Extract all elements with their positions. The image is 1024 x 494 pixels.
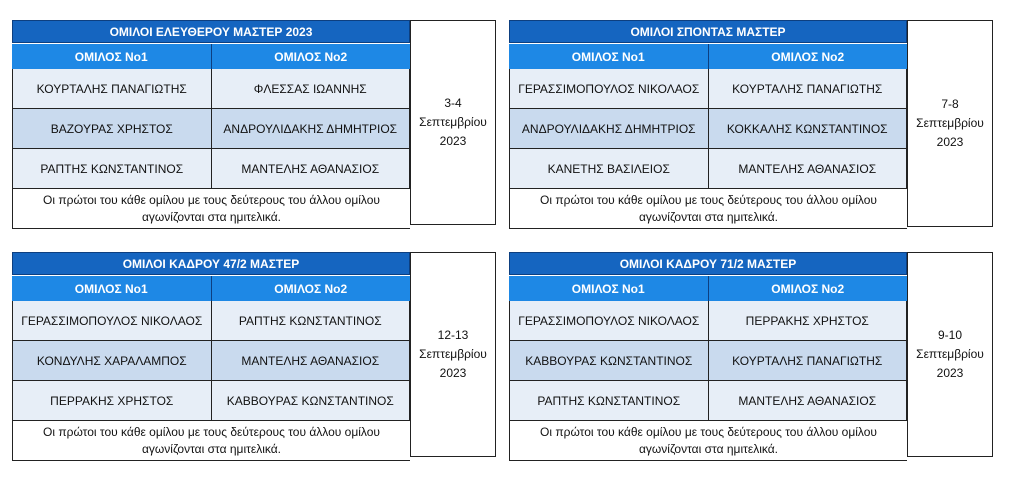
date-days: 3-4 <box>444 96 462 110</box>
col-header-group2: ΟΜΙΛΟΣ Νο2 <box>771 281 845 296</box>
table-row <box>510 109 906 149</box>
player-cell: ΒΑΖΟΥΡΑΣ ΧΡΗΣΤΟΣ <box>13 109 212 148</box>
date-month: Σεπτεμβρίου <box>419 347 487 361</box>
table-row <box>13 381 409 421</box>
player-cell: ΚΑΒΒΟΥΡΑΣ ΚΩΝΣΤΑΝΤΙΝΟΣ <box>226 393 394 408</box>
group-title: ΟΜΙΛΟΙ ΣΠΟΝΤΑΣ ΜΑΣΤΕΡ <box>509 20 907 43</box>
column-headers <box>509 43 907 69</box>
player-cell: ΑΝΔΡΟΥΛΙΔΑΚΗΣ ΔΗΜΗΤΡΙΟΣ <box>223 121 398 136</box>
note-line-2: αγωνίζονται στα ημιτελικά. <box>638 209 778 224</box>
rows <box>12 69 410 189</box>
player-cell: ΚΟΝΔΥΛΗΣ ΧΑΡΑΛΑΜΠΟΣ <box>13 341 212 380</box>
group-table-spontas <box>509 20 993 227</box>
player-cell: ΡΑΠΤΗΣ ΚΩΝΣΤΑΝΤΙΝΟΣ <box>510 381 709 420</box>
note-line-1: Οι πρώτοι του κάθε ομίλου με τους δεύτερους του άλλου ομίλου <box>43 192 380 207</box>
note-line-2: αγωνίζονται στα ημιτελικά. <box>638 441 778 456</box>
table-row <box>13 109 409 149</box>
player-cell: ΜΑΝΤΕΛΗΣ ΑΘΑΝΑΣΙΟΣ <box>241 353 380 368</box>
table-row <box>510 69 906 109</box>
group-grid <box>509 20 907 227</box>
note-line-2: αγωνίζονται στα ημιτελικά. <box>141 441 281 456</box>
player-cell: ΠΕΡΡΑΚΗΣ ΧΡΗΣΤΟΣ <box>745 313 869 328</box>
player-cell: ΓΕΡΑΣΣΙΜΟΠΟΥΛΟΣ ΝΙΚΟΛΑΟΣ <box>510 69 709 108</box>
group-title: ΟΜΙΛΟΙ ΚΑΔΡΟΥ 71/2 ΜΑΣΤΕΡ <box>509 252 907 275</box>
note-line-1: Οι πρώτοι του κάθε ομίλου με τους δεύτερους του άλλου ομίλου <box>540 424 877 439</box>
date-days: 12-13 <box>437 328 469 342</box>
date-year: 2023 <box>439 366 467 380</box>
rows <box>509 69 907 189</box>
table-row <box>13 149 409 189</box>
player-cell: ΠΕΡΡΑΚΗΣ ΧΡΗΣΤΟΣ <box>13 381 212 420</box>
col-header-group2: ΟΜΙΛΟΣ Νο2 <box>771 49 845 64</box>
note-line-1: Οι πρώτοι του κάθε ομίλου με τους δεύτερους του άλλου ομίλου <box>540 192 877 207</box>
group-title: ΟΜΙΛΟΙ ΕΛΕΥΘΕΡΟΥ ΜΑΣΤΕΡ 2023 <box>12 20 410 43</box>
date-year: 2023 <box>936 366 964 380</box>
col-header-group2: ΟΜΙΛΟΣ Νο2 <box>274 49 348 64</box>
date-month: Σεπτεμβρίου <box>419 115 487 129</box>
col-header-group1: ΟΜΙΛΟΣ Νο1 <box>12 44 212 69</box>
date-cell <box>410 252 496 457</box>
semifinal-note <box>12 421 410 461</box>
player-cell: ΓΕΡΑΣΣΙΜΟΠΟΥΛΟΣ ΝΙΚΟΛΑΟΣ <box>510 301 709 340</box>
date-cell <box>410 20 496 225</box>
player-cell: ΦΛΕΣΣΑΣ ΙΩΑΝΝΗΣ <box>253 81 367 96</box>
rows <box>509 301 907 421</box>
note-line-2: αγωνίζονται στα ημιτελικά. <box>141 209 281 224</box>
table-row <box>510 341 906 381</box>
player-cell: ΑΝΔΡΟΥΛΙΔΑΚΗΣ ΔΗΜΗΤΡΙΟΣ <box>510 109 709 148</box>
date-days: 7-8 <box>941 97 959 111</box>
group-grid <box>12 20 410 225</box>
rows <box>12 301 410 421</box>
col-header-group2: ΟΜΙΛΟΣ Νο2 <box>274 281 348 296</box>
column-headers <box>12 275 410 301</box>
table-row <box>510 381 906 421</box>
player-cell: ΚΟΥΡΤΑΛΗΣ ΠΑΝΑΓΙΩΤΗΣ <box>732 81 883 96</box>
group-table-eleutherou <box>12 20 496 225</box>
player-cell: ΜΑΝΤΕΛΗΣ ΑΘΑΝΑΣΙΟΣ <box>738 161 877 176</box>
player-cell: ΚΟΥΡΤΑΛΗΣ ΠΑΝΑΓΙΩΤΗΣ <box>732 353 883 368</box>
table-row <box>510 149 906 189</box>
date-cell <box>907 252 993 457</box>
group-title: ΟΜΙΛΟΙ ΚΑΔΡΟΥ 47/2 ΜΑΣΤΕΡ <box>12 252 410 275</box>
date-month: Σεπτεμβρίου <box>916 116 984 130</box>
player-cell: ΚΟΥΡΤΑΛΗΣ ΠΑΝΑΓΙΩΤΗΣ <box>13 69 212 108</box>
player-cell: ΚΟΚΚΑΛΗΣ ΚΩΝΣΤΑΝΤΙΝΟΣ <box>726 121 888 136</box>
group-table-kadrou-71-2 <box>509 252 993 457</box>
player-cell: ΡΑΠΤΗΣ ΚΩΝΣΤΑΝΤΙΝΟΣ <box>238 313 382 328</box>
note-line-1: Οι πρώτοι του κάθε ομίλου με τους δεύτερους του άλλου ομίλου <box>43 424 380 439</box>
player-cell: ΡΑΠΤΗΣ ΚΩΝΣΤΑΝΤΙΝΟΣ <box>13 149 212 188</box>
group-grid <box>509 252 907 457</box>
semifinal-note <box>12 189 410 229</box>
group-grid <box>12 252 410 457</box>
date-month: Σεπτεμβρίου <box>916 347 984 361</box>
group-table-kadrou-47-2 <box>12 252 496 457</box>
player-cell: ΜΑΝΤΕΛΗΣ ΑΘΑΝΑΣΙΟΣ <box>738 393 877 408</box>
date-cell <box>907 20 993 227</box>
date-year: 2023 <box>439 134 467 148</box>
player-cell: ΓΕΡΑΣΣΙΜΟΠΟΥΛΟΣ ΝΙΚΟΛΑΟΣ <box>13 301 212 340</box>
semifinal-note <box>509 421 907 461</box>
date-days: 9-10 <box>937 328 963 342</box>
table-row <box>13 341 409 381</box>
player-cell: ΜΑΝΤΕΛΗΣ ΑΘΑΝΑΣΙΟΣ <box>241 161 380 176</box>
player-cell: ΚΑΝΕΤΗΣ ΒΑΣΙΛΕΙΟΣ <box>510 149 709 188</box>
column-headers <box>509 275 907 301</box>
table-row <box>13 301 409 341</box>
column-headers <box>12 43 410 69</box>
col-header-group1: ΟΜΙΛΟΣ Νο1 <box>509 276 709 301</box>
semifinal-note <box>509 189 907 229</box>
date-year: 2023 <box>936 135 964 149</box>
table-row <box>13 69 409 109</box>
table-row <box>510 301 906 341</box>
player-cell: ΚΑΒΒΟΥΡΑΣ ΚΩΝΣΤΑΝΤΙΝΟΣ <box>510 341 709 380</box>
col-header-group1: ΟΜΙΛΟΣ Νο1 <box>509 44 709 69</box>
col-header-group1: ΟΜΙΛΟΣ Νο1 <box>12 276 212 301</box>
